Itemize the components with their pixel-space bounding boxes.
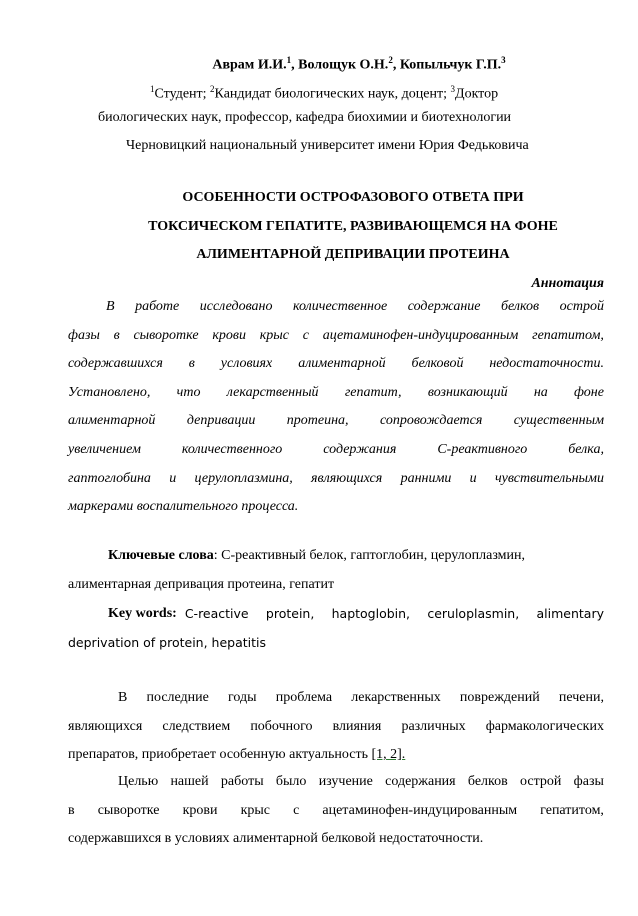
abstract-line [68, 297, 604, 326]
author-name: Аврам И.И. [212, 57, 287, 73]
word: нашей [170, 774, 209, 789]
word: в [113, 327, 120, 343]
word: ранними [400, 470, 452, 486]
word: недостаточности. [489, 356, 604, 372]
keywords-value: : С-реактивный белок, гаптоглобин, церулоплазмин, [213, 548, 526, 563]
word: было [275, 774, 307, 789]
author-mark: 1 [286, 55, 292, 65]
word: депривации [186, 413, 256, 429]
word: крыс [240, 802, 270, 818]
word: в [68, 802, 75, 818]
word: гаптоглобина [68, 470, 151, 486]
word: Целью [118, 774, 159, 789]
affiliation-line [150, 79, 498, 105]
word: фазы [573, 774, 604, 789]
paragraph-line [68, 801, 604, 830]
affiliation-line: биологических наук, профессор, кафедра биохимии и биотехнологии [98, 110, 512, 125]
abstract-line [68, 411, 604, 440]
paragraph-line [68, 717, 604, 746]
word: фазы [68, 327, 100, 343]
keywords-line [68, 546, 604, 575]
word: В [106, 299, 115, 314]
word: ацетаминофен-индуцированным [322, 327, 519, 343]
abstract-line [68, 383, 604, 412]
word: фармакологических [485, 718, 604, 734]
paragraph-text: препаратов, приобретает особенную актуальность [68, 747, 372, 763]
title-line: АЛИМЕНТАРНОЙ ДЕПРИВАЦИИ ПРОТЕИНА [196, 247, 510, 262]
word: что [176, 384, 201, 400]
word: алиментарной [68, 413, 156, 429]
word: белковой [411, 356, 464, 372]
affiliation-text: Доктор [455, 86, 499, 102]
word: и [169, 470, 177, 486]
abstract-line [68, 326, 604, 355]
author-name: Волощук О.Н. [298, 57, 389, 73]
word: различных [401, 718, 466, 734]
word: protein, [265, 606, 315, 621]
word: увеличением [68, 441, 141, 457]
word: гепатит, [344, 384, 402, 400]
word: количественного [181, 441, 283, 457]
keywords-line [68, 604, 604, 633]
word: В [118, 690, 128, 705]
word: условиях [220, 356, 273, 372]
word: С-реактивного [437, 441, 528, 457]
word: лекарственный [226, 384, 319, 400]
paragraph-line [68, 745, 604, 774]
university-name: Черновицкий национальный университет имени Юрия Федьковича [126, 138, 529, 153]
word: протеина, [286, 413, 349, 429]
word: лекарственных [351, 690, 441, 705]
keywords-ru [68, 546, 604, 603]
word: содержание [407, 299, 481, 314]
keywords-label: Key words: [108, 606, 177, 621]
word: крови [212, 327, 246, 343]
author-name: Копыльчук Г.П. [399, 57, 502, 73]
word: гепатитом, [540, 802, 604, 818]
author-list: Аврам И.И.$^1$, Волощук О.Н.$^2$, Копыльчук Г.П.$^3$ [212, 55, 506, 73]
word: проблема [275, 690, 333, 705]
affiliation-text: Кандидат биологических наук, доцент; [214, 86, 451, 102]
body-paragraph [68, 772, 604, 858]
word: исследовано [199, 299, 273, 314]
word: изучение [318, 774, 373, 789]
word: годы [228, 690, 257, 705]
paragraph-line: содержавшихся в условиях алиментарной белковой недостаточности. [68, 831, 484, 847]
word: с [302, 327, 309, 343]
word: содержания [385, 774, 456, 789]
word: крови [182, 802, 218, 818]
abstract-line [68, 440, 604, 469]
word: гепатитом, [532, 327, 604, 343]
word: белков [501, 299, 540, 314]
keywords-value [185, 604, 604, 633]
paragraph-line [68, 772, 604, 801]
word: являющихся [68, 718, 143, 734]
keywords-line: deprivation of protein, hepatitis [68, 634, 267, 650]
affiliation-text: Студент; [154, 86, 211, 102]
word: на [533, 384, 548, 400]
abstract-line: маркерами воспалительного процесса. [68, 499, 299, 515]
word: работы [220, 774, 264, 789]
abstract-line [68, 469, 604, 498]
abstract-line [68, 354, 604, 383]
word: содержавшихся [68, 356, 163, 372]
word: церулоплазмина, [194, 470, 293, 486]
word: Установлено, [68, 384, 151, 400]
title-line: ТОКСИЧЕСКОМ ГЕПАТИТЕ, РАЗВИВАЮЩЕМСЯ НА ФОНЕ [148, 218, 558, 234]
word: существенным [513, 413, 604, 429]
word: побочного [250, 718, 313, 734]
author-mark: 2 [388, 55, 393, 65]
word: работе [135, 299, 180, 314]
word: сыворотке [133, 327, 199, 343]
affiliation-mark: 2 [210, 84, 215, 94]
word: последние [146, 690, 209, 705]
word: содержания [323, 441, 397, 457]
affiliation-mark: 1 [150, 84, 155, 94]
abstract-heading: Аннотация [531, 276, 604, 291]
title-line: ОСОБЕННОСТИ ОСТРОФАЗОВОГО ОТВЕТА ПРИ [182, 190, 524, 205]
citation-link[interactable]: [1, 2]. [371, 747, 406, 763]
keywords-line: алиментарная депривация протеина, гепатит [68, 576, 335, 592]
word: белков [467, 774, 508, 789]
word: количественное [293, 299, 388, 314]
paragraph-line [68, 688, 604, 717]
body-paragraph [68, 688, 604, 774]
word: острой [520, 774, 562, 789]
keywords-en [68, 604, 604, 661]
word: крыс [259, 327, 289, 343]
author-mark: 3 [501, 55, 506, 65]
word: острой [559, 299, 604, 314]
word: в [188, 356, 195, 372]
word: с [293, 802, 300, 818]
word: чувствительными [494, 470, 604, 486]
word: alimentary [536, 606, 604, 621]
word: являющихся [311, 470, 383, 486]
word: C-reactive [184, 606, 249, 621]
word: сыворотке [97, 802, 160, 818]
affiliation-mark: 3 [450, 84, 456, 94]
word: повреждений [459, 690, 540, 705]
word: алиментарной [298, 356, 386, 372]
abstract-text [68, 297, 604, 526]
word: фоне [574, 384, 604, 400]
word: сопровождается [379, 413, 483, 429]
word: haptoglobin, [331, 606, 411, 621]
word: ацетаминофен-индуцированным [322, 802, 518, 818]
word: влияния [332, 718, 382, 734]
word: возникающий [427, 384, 508, 400]
word: и [469, 470, 477, 486]
keywords-first-line [68, 546, 525, 575]
word: белка, [568, 441, 604, 457]
word: следствием [162, 718, 231, 734]
keywords-label: Ключевые слова [108, 548, 214, 563]
word: печени, [558, 690, 604, 705]
article-title [70, 188, 636, 274]
word: ceruloplasmin, [427, 606, 520, 621]
